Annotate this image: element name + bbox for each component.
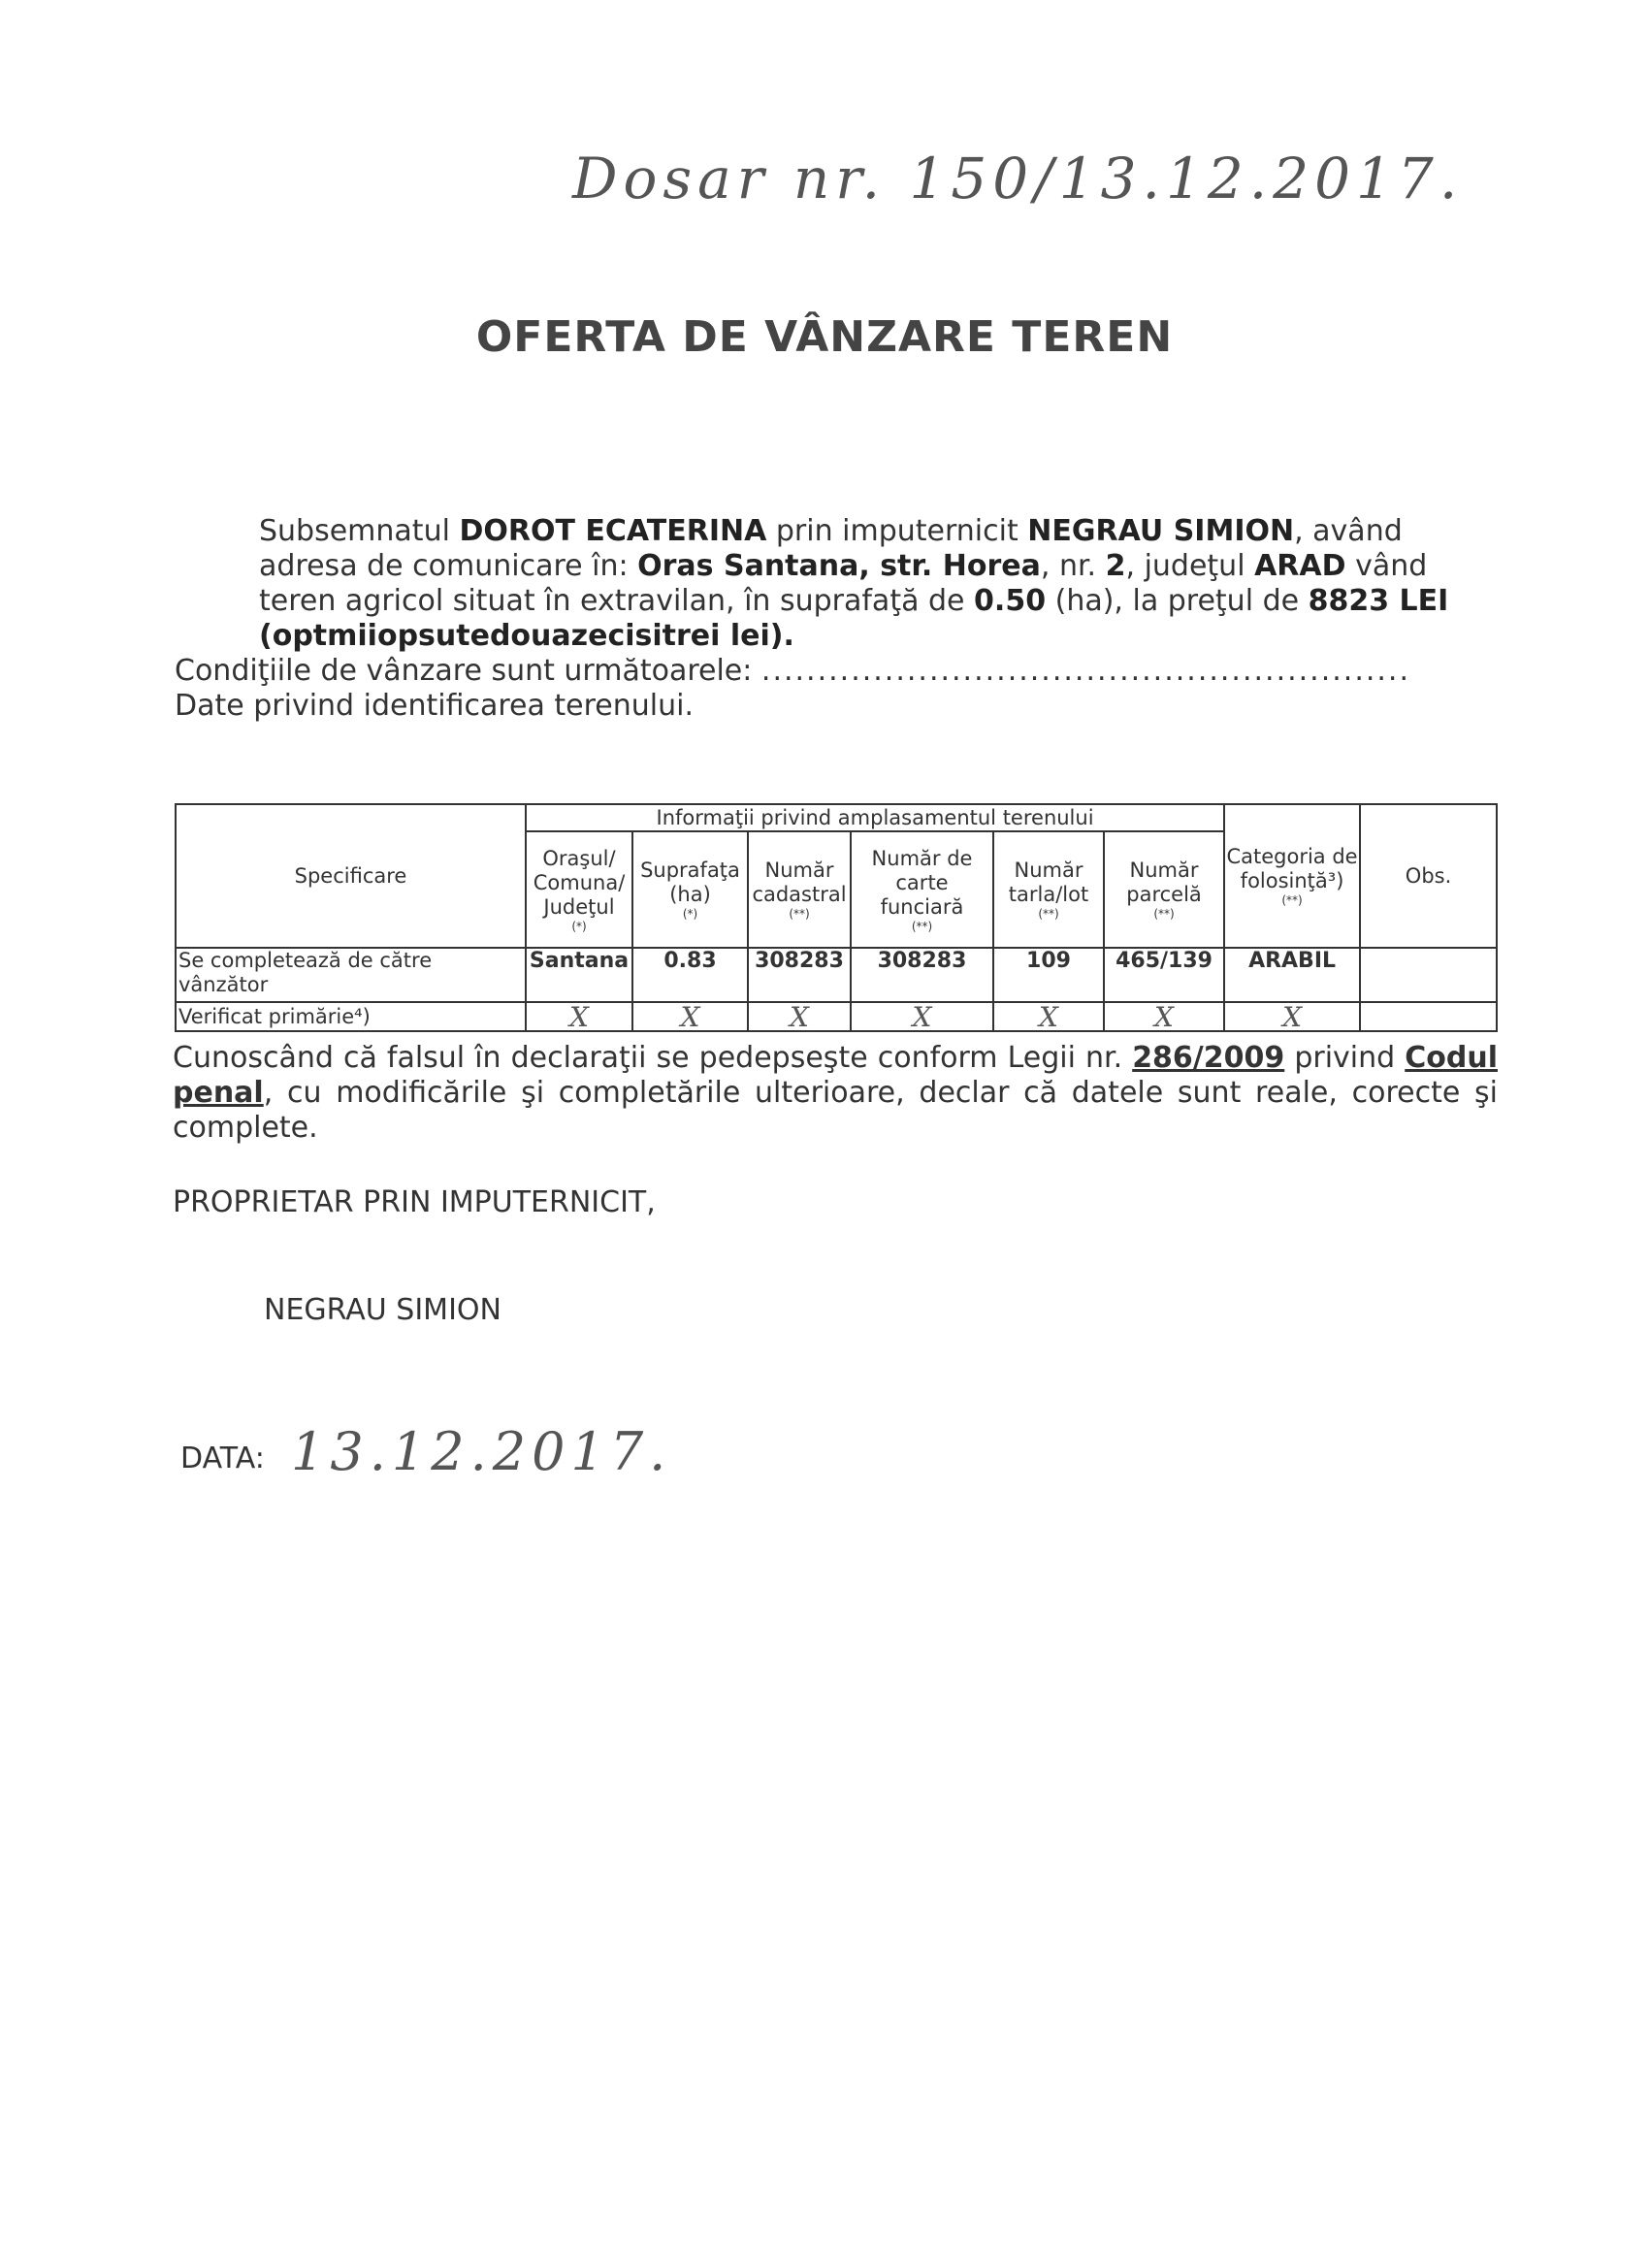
row-label-verified: Verificat primărie⁴): [176, 1002, 526, 1031]
conditions-value: ..........................................................: [760, 654, 1411, 688]
document-title: OFERTA DE VÂNZARE TEREN: [475, 312, 1174, 362]
header-parcel: Număr parcelă (**): [1104, 831, 1224, 948]
header-area: Suprafaţa (ha) (*): [632, 831, 748, 948]
header-locality: Oraşul/ Comuna/ Judeţul (*): [526, 831, 632, 948]
land-area: 0.50: [974, 584, 1047, 618]
owner-label: PROPRIETAR PRIN IMPUTERNICIT,: [173, 1185, 656, 1219]
identification-label: Date privind identificarea terenului.: [175, 689, 695, 723]
street-number: 2: [1105, 549, 1126, 583]
cell-category: ARABIL: [1224, 948, 1360, 1002]
verified-mark: X: [526, 1002, 632, 1031]
cell-land-book: 308283: [851, 948, 993, 1002]
price-in-words: (optmiiopsutedouazecisitrei lei).: [259, 619, 794, 653]
header-location-group: Informaţii privind amplasamentul terenului: [526, 804, 1224, 831]
penal-code-reference: Codul penal: [173, 1041, 1498, 1110]
cell-area: 0.83: [632, 948, 748, 1002]
cell-parcel: 465/139: [1104, 948, 1224, 1002]
verified-mark: X: [993, 1002, 1104, 1031]
header-cadastral: Număr cadastral (**): [748, 831, 851, 948]
cell-cadastral: 308283: [748, 948, 851, 1002]
header-specificare: Specificare: [176, 804, 526, 948]
verified-mark: X: [632, 1002, 748, 1031]
cell-obs: [1360, 948, 1497, 1002]
price: 8823 LEI: [1308, 584, 1449, 618]
address: Oras Santana, str. Horea: [637, 549, 1041, 583]
cell-tarla: 109: [993, 948, 1104, 1002]
conditions-line: Condiţiile de vânzare sunt următoarele: ..........................................................: [175, 654, 1411, 688]
cell-obs: [1360, 1002, 1497, 1031]
law-reference: 286/2009: [1132, 1041, 1285, 1075]
intro-paragraph: [175, 514, 1474, 724]
seller-name: DOROT ECATERINA: [459, 514, 767, 548]
land-identification-table: [175, 803, 1498, 1032]
handwritten-date: 13.12.2017.: [291, 1421, 672, 1482]
header-obs: Obs.: [1360, 804, 1497, 948]
cell-locality: Santana: [526, 948, 632, 1002]
signer-name: NEGRAU SIMION: [264, 1293, 501, 1327]
handwritten-file-number: Dosar nr. 150/13.12.2017.: [572, 146, 1464, 211]
header-tarla: Număr tarla/lot (**): [993, 831, 1104, 948]
intro-text: Subsemnatul DOROT ECATERINA prin imputernicit NEGRAU SIMION, având adresa de comunicare în: Oras Santana, str. Horea, nr. 2, judeţul ARAD vând teren agricol situat în extravilan, în suprafaţă de 0.50 (ha), la preţul de 8823 LEI (optmiiopsutedouazecisitrei lei).: [259, 514, 1449, 653]
proxy-name: NEGRAU SIMION: [1027, 514, 1295, 548]
verified-mark: X: [748, 1002, 851, 1031]
table-row: [176, 948, 1497, 1002]
header-category: Categoria de folosinţă³) (**): [1224, 804, 1360, 948]
verified-mark: X: [1104, 1002, 1224, 1031]
table-row: [176, 1002, 1497, 1031]
verified-mark: X: [851, 1002, 993, 1031]
date-label: DATA:: [180, 1442, 265, 1475]
header-land-book: Număr de carte funciară (**): [851, 831, 993, 948]
declaration-paragraph: Cunoscând că falsul în declaraţii se pedepseşte conform Legii nr. 286/2009 privind Codul penal, cu modificările şi completările ulterioare, declar că datele sunt reale, corecte şi complete.: [173, 1041, 1498, 1145]
verified-mark: X: [1224, 1002, 1360, 1031]
county: ARAD: [1254, 549, 1346, 583]
row-label-seller: Se completează de către vânzător: [176, 948, 526, 1002]
